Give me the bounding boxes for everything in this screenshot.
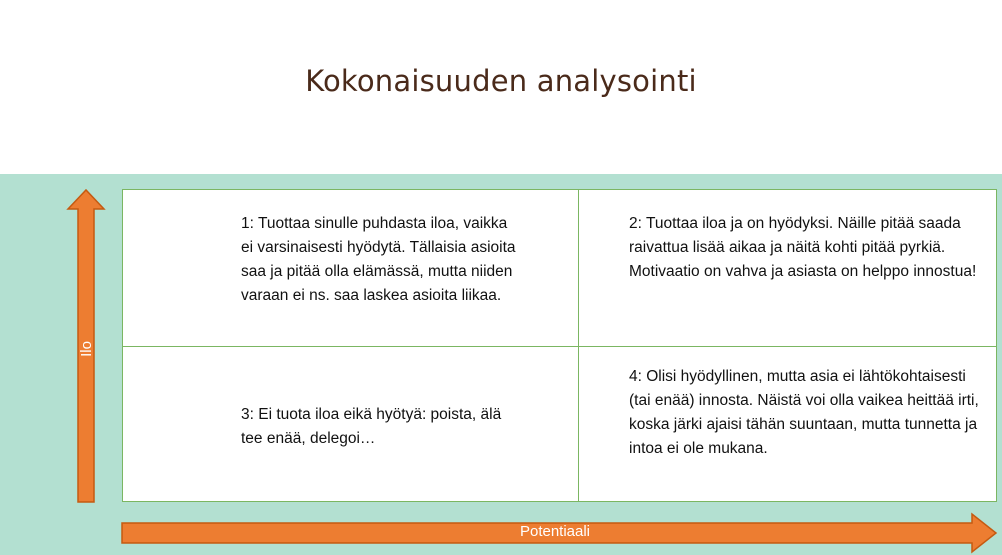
quadrant-2-text: 2: Tuottaa iloa ja on hyödyksi. Näille pitää saada raivattua lisää aikaa ja näitä kohti pitää pyrkiä. Motivaatio on vahva ja asiasta on helppo innostua! (629, 215, 977, 280)
quadrant-1-text: 1: Tuottaa sinulle puhdasta iloa, vaikka ei varsinaisesti hyödytä. Tällaisia asioita saa ja pitää olla elämässä, mutta niiden varaan ei ns. saa laskea asioita liikaa. (241, 215, 516, 304)
x-axis-label: Potentiaali (519, 523, 591, 540)
quadrant-4-text: 4: Olisi hyödyllinen, mutta asia ei lähtökohtaisesti (tai enää) innosta. Näistä voi olla vaikea heittää irti, koska järki ajaisi tähän suuntaan, mutta tunnetta ja intoa ei ole mukana. (629, 368, 979, 457)
page-title: Kokonaisuuden analysointi (305, 64, 697, 98)
quadrant-3-text: 3: Ei tuota iloa eikä hyötyä: poista, älä tee enää, delegoi… (241, 406, 502, 447)
y-axis-label: Ilo (78, 341, 95, 357)
